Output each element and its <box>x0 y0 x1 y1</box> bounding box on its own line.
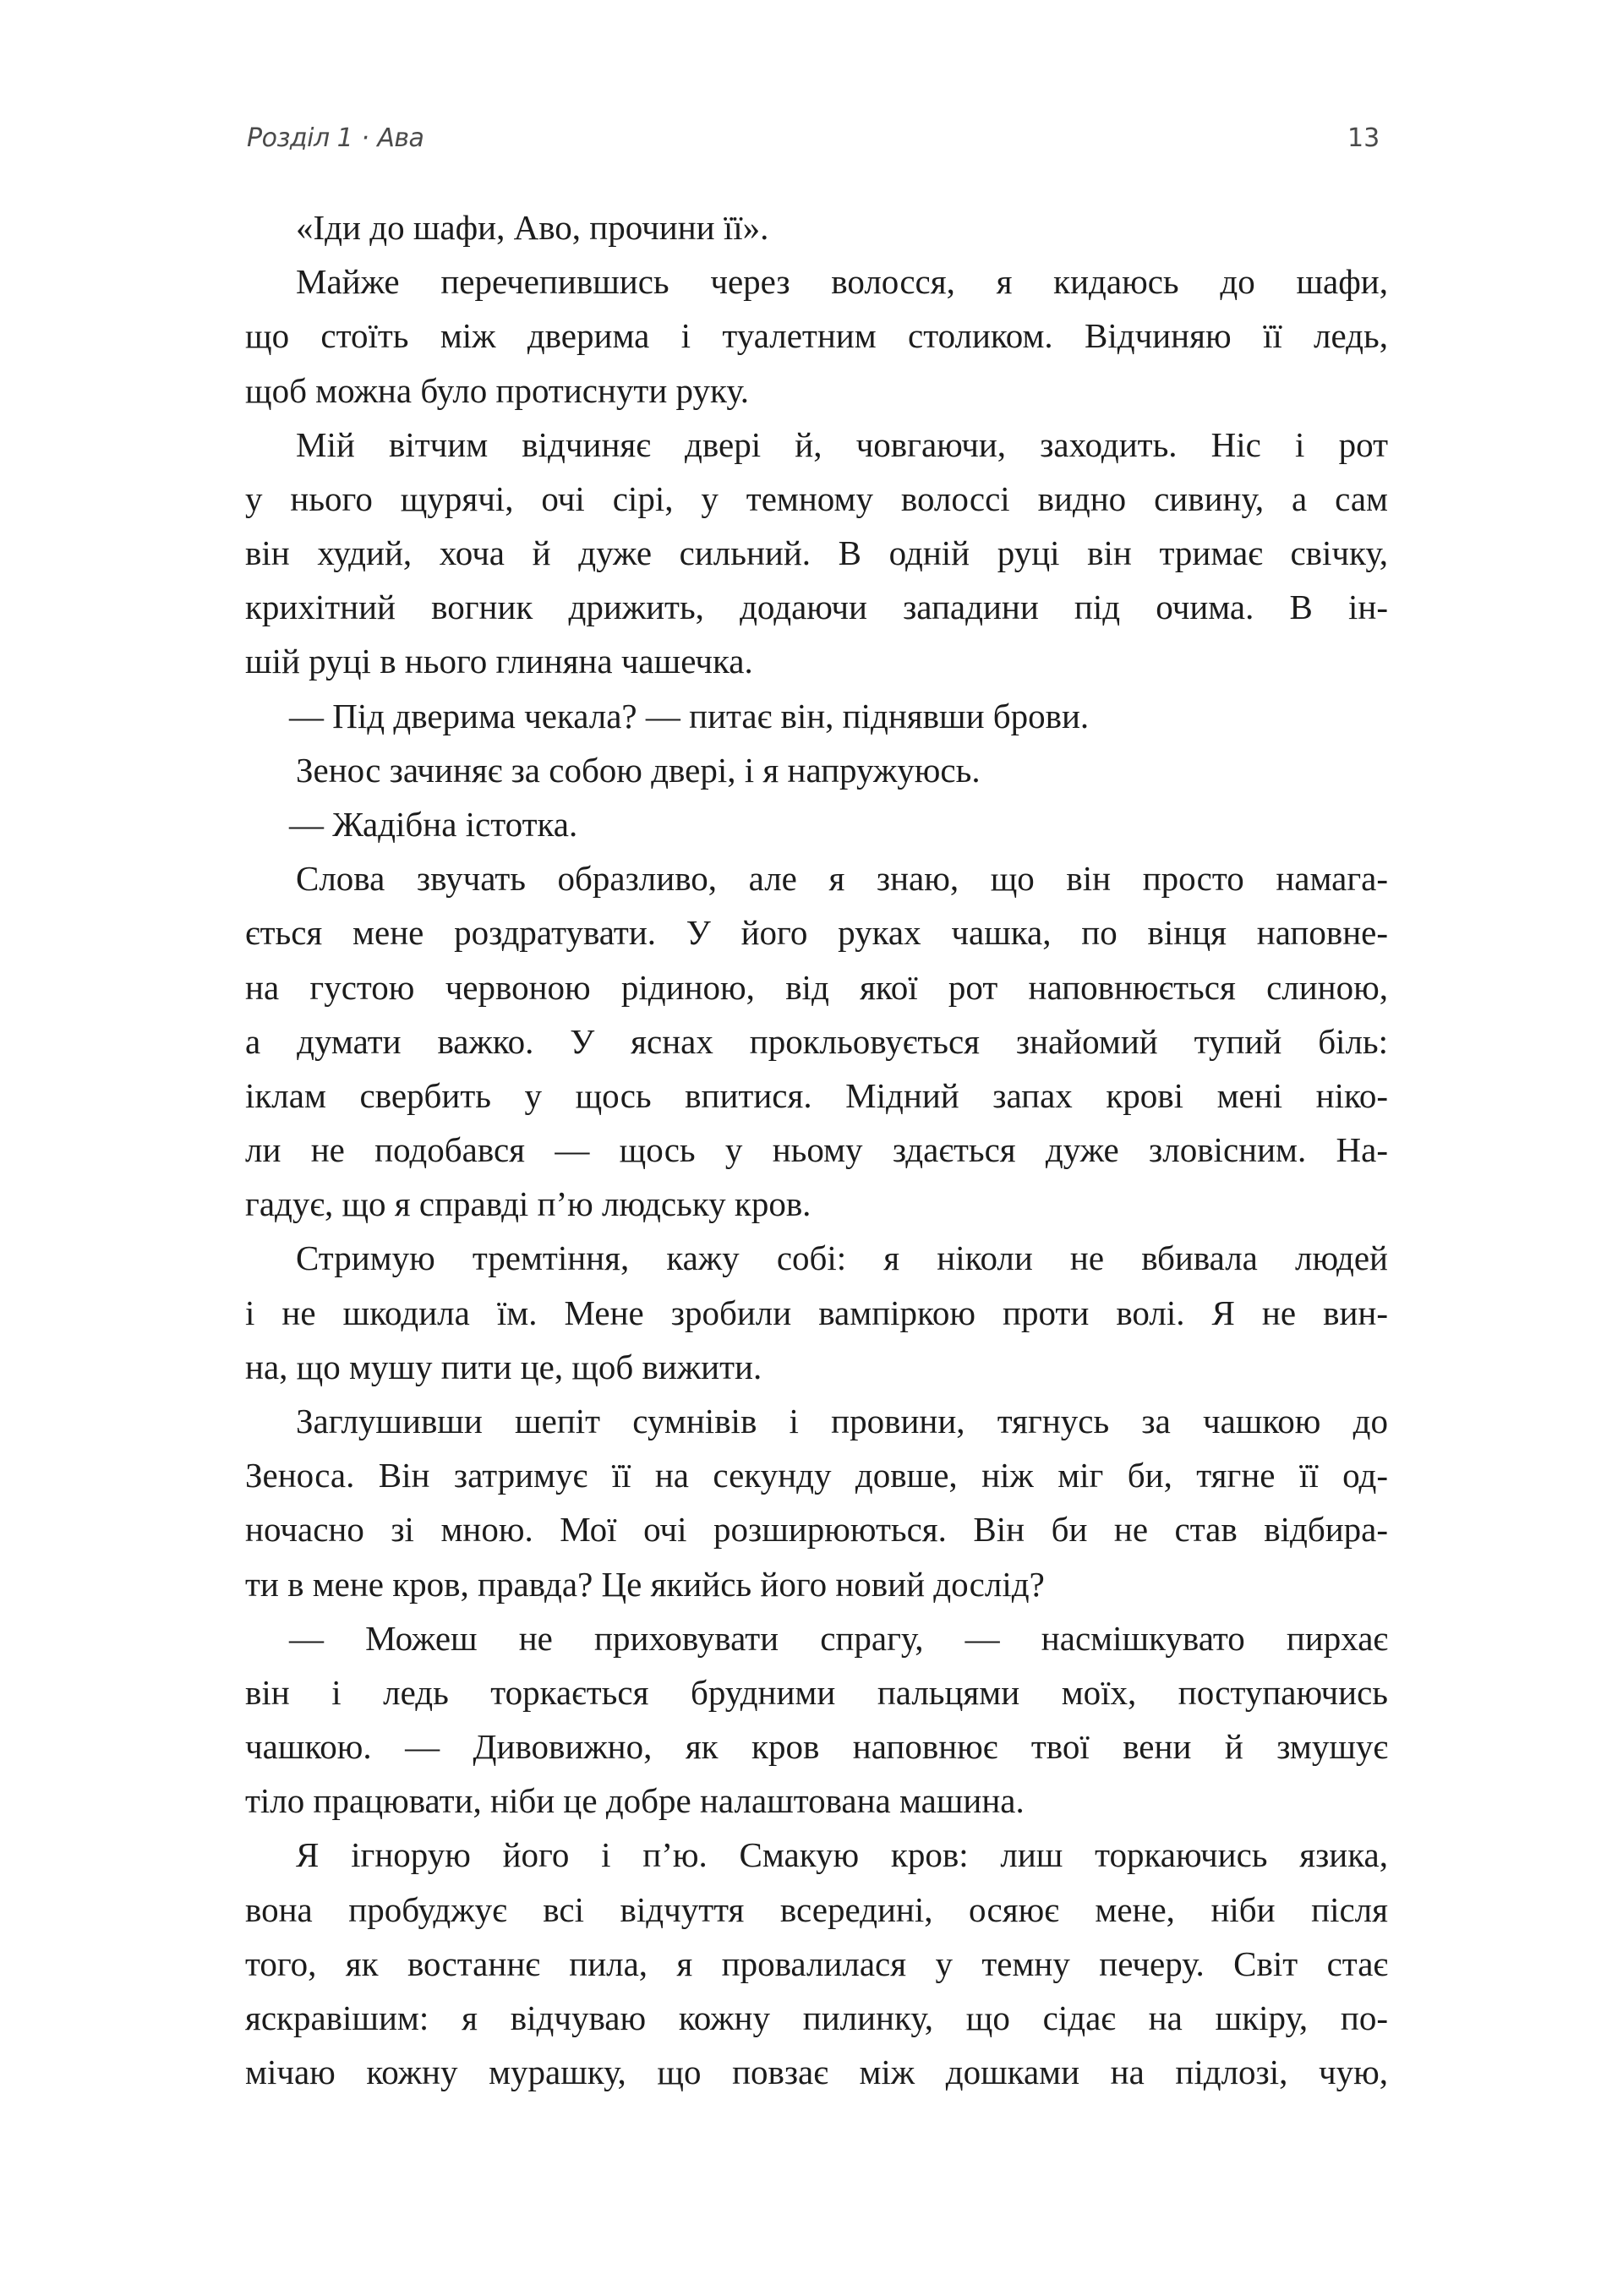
text-line: ночасно зі мною. Мої очі розширюються. Він би не став відбира- <box>245 1510 1388 1549</box>
text-line: на, що мушу пити це, щоб вижити. <box>245 1348 762 1386</box>
text-line: що стоїть між дверима і туалетним столиком. Відчиняю її ледь, <box>245 316 1388 355</box>
text-line: шій руці в нього глиняна чашечка. <box>245 642 753 681</box>
text-line: ти в мене кров, правда? Це якийсь його новий дослід? <box>245 1565 1045 1604</box>
chapter-label: Розділ 1 <box>247 123 353 153</box>
text-line: Майже перечепившись через волосся, я кидаюсь до шафи, <box>296 262 1388 301</box>
running-head <box>247 123 424 153</box>
text-line: Мій вітчим відчиняє двері й, човгаючи, заходить. Ніс і рот <box>296 425 1388 464</box>
text-line: «Іди до шафи, Аво, прочини її». <box>296 208 769 247</box>
text-line: він худий, хоча й дуже сильний. В одній руці він тримає свічку, <box>245 533 1388 572</box>
text-line: вона пробуджує всі відчуття всередині, осяює мене, ніби після <box>245 1890 1388 1929</box>
page-number: 13 <box>1347 123 1380 153</box>
text-line: а думати важко. У яснах прокльовується знайомий тупий біль: <box>245 1022 1388 1061</box>
text-line: на густою червоною рідиною, від якої рот наповнюється слиною, <box>245 968 1388 1007</box>
text-line: чашкою. — Дивовижно, як кров наповнює твої вени й змушує <box>245 1727 1388 1766</box>
text-line: Я ігнорую його і п’ю. Смакую кров: лиш торкаючись язика, <box>296 1835 1388 1874</box>
text-line: гадує, що я справді п’ю людську кров. <box>245 1184 812 1223</box>
text-line: того, як востаннє пила, я провалилася у темну печеру. Світ стає <box>245 1944 1388 1983</box>
text-line: Стримую тремтіння, кажу собі: я ніколи не вбивала людей <box>296 1238 1388 1277</box>
chapter-title: Ава <box>377 123 424 153</box>
text-line: — Під дверима чекала? — питає він, піднявши брови. <box>289 697 1090 735</box>
text-line: Заглушивши шепіт сумнівів і провини, тягнусь за чашкою до <box>296 1402 1388 1440</box>
text-line: мічаю кожну мурашку, що повзає між дошками на підлозі, чую, <box>245 2053 1388 2091</box>
text-line: ється мене роздратувати. У його руках чашка, по вінця наповне- <box>245 913 1388 952</box>
text-line: Зеноса. Він затримує її на секунду довше, ніж міг би, тягне її од- <box>245 1456 1388 1495</box>
text-line: тіло працювати, ніби це добре налаштована машина. <box>245 1781 1025 1820</box>
text-line: — Жадібна істотка. <box>289 805 578 844</box>
text-line: Слова звучать образливо, але я знаю, що він просто намага- <box>296 859 1388 898</box>
text-line: і не шкодила їм. Мене зробили вампіркою проти волі. Я не вин- <box>245 1293 1388 1332</box>
text-line: Зенос зачиняє за собою двері, і я напружуюсь. <box>296 751 981 790</box>
text-line: щоб можна було протиснути руку. <box>245 371 749 410</box>
text-line: — Можеш не приховувати спрагу, — насмішкувато пирхає <box>289 1619 1388 1658</box>
text-line: у нього щурячі, очі сірі, у темному волоссі видно сивину, а сам <box>245 479 1388 518</box>
text-line: крихітний вогник дрижить, додаючи западини під очима. В ін- <box>245 588 1388 626</box>
text-line: яскравішим: я відчуваю кожну пилинку, що сідає на шкіру, по- <box>245 1998 1388 2037</box>
text-line: ли не подобався — щось у ньому здається дуже зловісним. На- <box>245 1130 1388 1169</box>
text-line: іклам свербить у щось впитися. Мідний запах крові мені ніко- <box>245 1076 1388 1115</box>
header-separator: · <box>361 123 369 153</box>
text-line: він і ледь торкається брудними пальцями моїх, поступаючись <box>245 1673 1388 1712</box>
